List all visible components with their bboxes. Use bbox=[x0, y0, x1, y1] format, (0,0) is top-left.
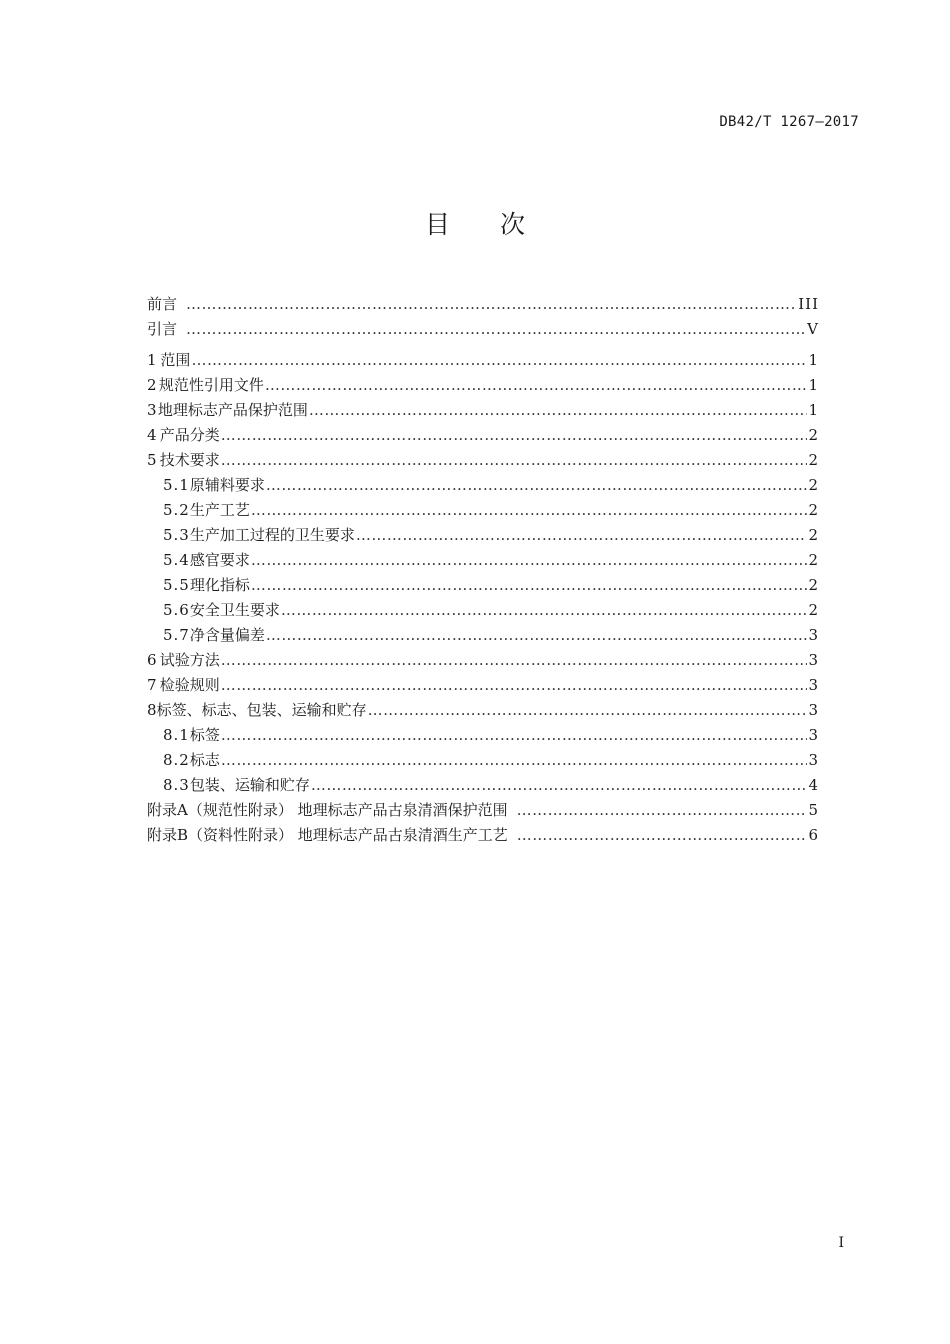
toc-leader bbox=[368, 698, 808, 723]
toc-entry-page: 1 bbox=[808, 401, 819, 419]
toc-entry-page: 3 bbox=[808, 651, 819, 669]
toc-entry-number: 5 bbox=[147, 451, 157, 469]
toc-entry-6[interactable] bbox=[147, 648, 819, 673]
toc-entry-text: 地理标志产品保护范围 bbox=[157, 401, 308, 419]
toc-entry-number: 5.5 bbox=[163, 576, 190, 594]
toc-entry-text: 感官要求 bbox=[189, 551, 250, 569]
toc-entry-8[interactable] bbox=[147, 698, 819, 723]
toc-entry-text: 前言 bbox=[147, 295, 178, 313]
toc-entry-5-1[interactable] bbox=[147, 473, 819, 498]
toc-entry-number: 8 bbox=[147, 701, 157, 719]
toc-leader bbox=[251, 573, 808, 598]
toc-entry-7[interactable] bbox=[147, 673, 819, 698]
toc-entry-text: 安全卫生要求 bbox=[189, 601, 280, 619]
toc-entry-text: 生产加工过程的卫生要求 bbox=[189, 526, 355, 544]
toc-entry-page: 1 bbox=[808, 376, 819, 394]
toc-entry-5-6[interactable] bbox=[147, 598, 819, 623]
toc-leader bbox=[311, 773, 808, 798]
toc-entry-text: 引言 bbox=[147, 320, 178, 338]
table-of-contents bbox=[147, 292, 819, 848]
toc-entry-page: 2 bbox=[808, 426, 819, 444]
toc-entry-number: 7 bbox=[147, 676, 157, 694]
toc-entry-text: 标签、标志、包装、运输和贮存 bbox=[156, 701, 367, 719]
toc-entry-text: 原辅料要求 bbox=[189, 476, 265, 494]
toc-entry-text: 试验方法 bbox=[159, 651, 220, 669]
toc-entry-5-3[interactable] bbox=[147, 523, 819, 548]
toc-entry-page: III bbox=[798, 295, 819, 313]
toc-entry-page: 2 bbox=[808, 476, 819, 494]
toc-entry-text: 理化指标 bbox=[189, 576, 250, 594]
toc-entry-5-7[interactable] bbox=[147, 623, 819, 648]
toc-leader bbox=[265, 373, 808, 398]
toc-entry-5-4[interactable] bbox=[147, 548, 819, 573]
toc-entry-text: 检验规则 bbox=[159, 676, 220, 694]
toc-entry-text: 包装、运输和贮存 bbox=[189, 776, 310, 794]
toc-entry-8-2[interactable] bbox=[147, 748, 819, 773]
toc-entry-introduction[interactable] bbox=[147, 317, 819, 342]
toc-leader bbox=[221, 723, 808, 748]
toc-entry-number: 8.2 bbox=[163, 751, 190, 769]
document-code: DB42/T 1267—2017 bbox=[719, 114, 859, 130]
toc-entry-text: 生产工艺 bbox=[189, 501, 250, 519]
toc-leader bbox=[221, 423, 808, 448]
toc-entry-foreword[interactable] bbox=[147, 292, 819, 317]
toc-entry-text: 技术要求 bbox=[159, 451, 220, 469]
toc-leader bbox=[221, 748, 808, 773]
toc-leader bbox=[517, 823, 808, 848]
toc-entry-text: 标签 bbox=[189, 726, 220, 744]
toc-leader bbox=[281, 598, 808, 623]
toc-entry-page: 2 bbox=[808, 576, 819, 594]
toc-entry-page: 2 bbox=[808, 501, 819, 519]
toc-entry-number: 2 bbox=[147, 376, 157, 394]
toc-entry-5-5[interactable] bbox=[147, 573, 819, 598]
toc-entry-page: 3 bbox=[808, 676, 819, 694]
toc-entry-text: 净含量偏差 bbox=[189, 626, 265, 644]
toc-entry-page: 3 bbox=[808, 701, 819, 719]
toc-entry-appendix-b[interactable] bbox=[147, 823, 819, 848]
toc-entry-page: 6 bbox=[808, 826, 819, 844]
toc-entry-text: 标志 bbox=[189, 751, 220, 769]
toc-leader bbox=[221, 448, 808, 473]
toc-entry-page: 2 bbox=[808, 551, 819, 569]
toc-entry-1[interactable] bbox=[147, 348, 819, 373]
toc-entry-page: V bbox=[807, 320, 819, 338]
toc-leader bbox=[266, 623, 808, 648]
toc-entry-page: 3 bbox=[808, 751, 819, 769]
toc-leader bbox=[251, 498, 808, 523]
toc-leader bbox=[309, 398, 808, 423]
toc-entry-page: 2 bbox=[808, 601, 819, 619]
toc-entry-number: 5.1 bbox=[163, 476, 190, 494]
toc-entry-text: 产品分类 bbox=[159, 426, 220, 444]
toc-entry-page: 5 bbox=[808, 801, 819, 819]
toc-entry-number: 8.3 bbox=[163, 776, 190, 794]
toc-entry-number: 3 bbox=[147, 401, 157, 419]
toc-entry-number: 5.2 bbox=[163, 501, 190, 519]
toc-entry-number: 5.6 bbox=[163, 601, 190, 619]
toc-entry-number: 8.1 bbox=[163, 726, 190, 744]
toc-entry-page: 3 bbox=[808, 726, 819, 744]
toc-entry-page: 1 bbox=[808, 351, 819, 369]
toc-leader bbox=[186, 292, 797, 317]
toc-entry-8-1[interactable] bbox=[147, 723, 819, 748]
toc-entry-5[interactable] bbox=[147, 448, 819, 473]
toc-entry-text: 附录B（资料性附录） 地理标志产品古泉清酒生产工艺 bbox=[147, 826, 508, 844]
toc-entry-page: 3 bbox=[808, 626, 819, 644]
toc-entry-number: 5.7 bbox=[163, 626, 190, 644]
toc-leader bbox=[221, 648, 808, 673]
toc-entry-text: 范围 bbox=[160, 351, 191, 369]
toc-entry-3[interactable] bbox=[147, 398, 819, 423]
toc-entry-8-3[interactable] bbox=[147, 773, 819, 798]
toc-entry-number: 4 bbox=[147, 426, 157, 444]
toc-title: 目次 bbox=[424, 210, 575, 239]
toc-leader bbox=[266, 473, 808, 498]
toc-leader bbox=[221, 673, 808, 698]
toc-entry-number: 5.4 bbox=[163, 551, 190, 569]
toc-entry-number: 5.3 bbox=[163, 526, 190, 544]
toc-entry-page: 2 bbox=[808, 526, 819, 544]
toc-entry-appendix-a[interactable] bbox=[147, 798, 819, 823]
toc-leader bbox=[186, 317, 806, 342]
toc-entry-page: 4 bbox=[808, 776, 819, 794]
toc-entry-5-2[interactable] bbox=[147, 498, 819, 523]
toc-entry-number: 6 bbox=[147, 651, 157, 669]
toc-entry-page: 2 bbox=[808, 451, 819, 469]
toc-entry-text: 附录A（规范性附录） 地理标志产品古泉清酒保护范围 bbox=[147, 801, 508, 819]
toc-entry-4[interactable] bbox=[147, 423, 819, 448]
page-number: I bbox=[838, 1235, 844, 1251]
toc-leader bbox=[517, 798, 808, 823]
toc-leader bbox=[251, 548, 808, 573]
toc-entry-text: 规范性引用文件 bbox=[158, 376, 264, 394]
toc-leader bbox=[191, 348, 807, 373]
toc-leader bbox=[356, 523, 808, 548]
toc-entry-number: 1 bbox=[147, 351, 157, 369]
toc-entry-2[interactable] bbox=[147, 373, 819, 398]
